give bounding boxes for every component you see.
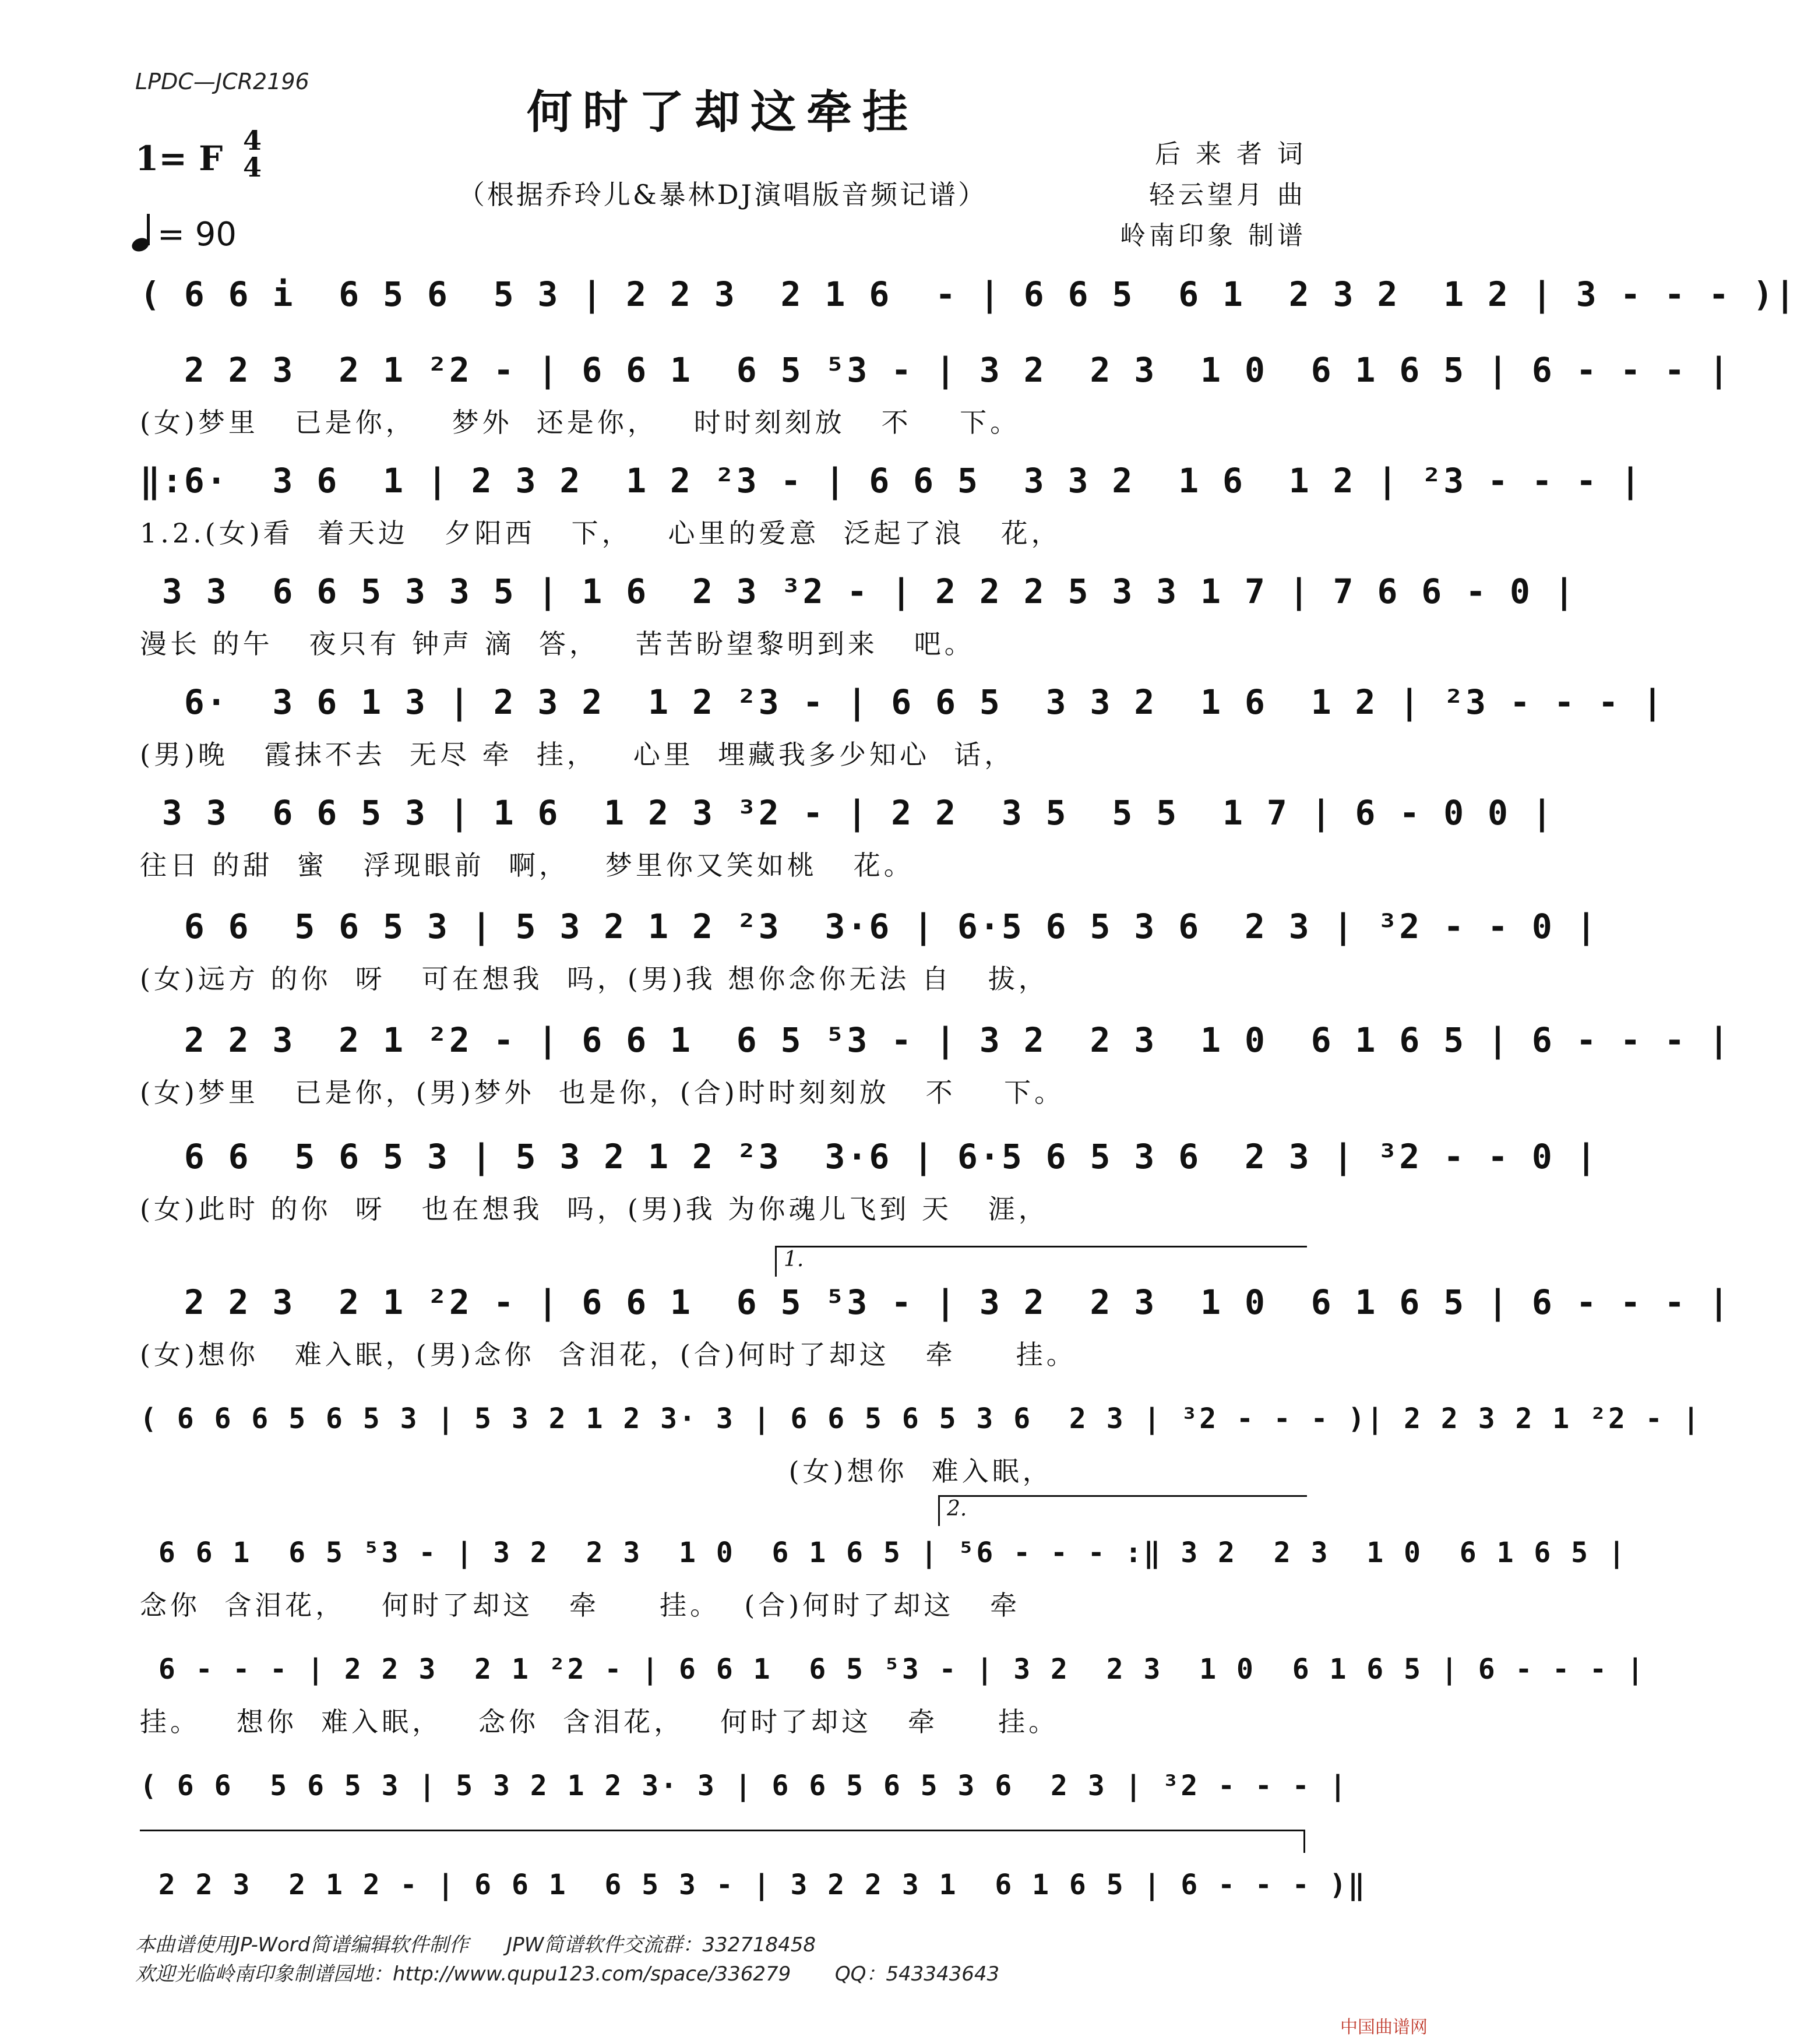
page-title: 何时了却这牵挂 <box>526 86 918 139</box>
notation-line: 6 6 5 6 5 3 | 5 3 2 1 2 ²3 3·6 | 6·5 6 5 3 6 2 3 | ³2 - - 0 | <box>140 907 1598 946</box>
bracket-line <box>140 1830 1305 1831</box>
lyric-line: 往日 的甜 蜜 浮现眼前 啊， 梦里你又笑如桃 花。 <box>140 850 914 881</box>
key-signature: 1= F <box>135 139 223 178</box>
lyric-line: 挂。 想你 难入眠， 念你 含泪花， 何时了却这 牵 挂。 <box>140 1706 1059 1738</box>
lyric-line: (女)此时 的你 呀 也在想我 吗，(男)我 为你魂儿飞到 天 涯， <box>140 1193 1049 1225</box>
lyricist-credit: 后 来 者 词 <box>1155 139 1306 169</box>
quarter-note-icon <box>132 219 157 253</box>
notation-line: 2 2 3 2 1 2 - | 6 6 1 6 5 3 - | 3 2 2 3 1 6 1 6 5 | 6 - - - )‖ <box>140 1869 1367 1901</box>
notation-line: 2 2 3 2 1 ²2 - | 6 6 1 6 5 ⁵3 - | 3 2 2 3 1 0 6 1 6 5 | 6 - - - | <box>140 350 1731 390</box>
lyric-line: (男)晚 霞抹不去 无尽 牵 挂， 心里 埋藏我多少知心 话， <box>140 739 1015 770</box>
notation-line: 6· 3 6 1 3 | 2 3 2 1 2 ²3 - | 6 6 5 3 3 2 1 6 1 2 | ²3 - - - | <box>140 682 1665 722</box>
volta-second-ending <box>938 1495 1307 1526</box>
lyric-line: 念你 含泪花， 何时了却这 牵 挂。 (合)何时了却这 牵 <box>140 1590 1021 1621</box>
notation-line: ( 6 6 i 6 5 6 5 3 | 2 2 3 2 1 6 - | 6 6 5 6 1 2 3 2 1 2 | 3 - - - )| <box>140 274 1797 314</box>
bracket-end <box>1303 1830 1305 1853</box>
footer-line-1: 本曲谱使用JP-Word简谱编辑软件制作 JPW简谱软件交流群：332718458 <box>135 1933 816 1957</box>
lyric-line: (女)想你 难入眠， <box>140 1456 1053 1487</box>
score-code: LPDC—JCR2196 <box>135 69 309 94</box>
meter-bottom: 4 <box>242 151 262 183</box>
notation-line: ( 6 6 6 5 6 5 3 | 5 3 2 1 2 3· 3 | 6 6 5 6 5 3 6 2 3 | ³2 - - - )| 2 2 3 2 1 ²2 - | <box>140 1402 1701 1435</box>
tempo-marking <box>132 216 237 253</box>
lyric-line: (女)梦里 已是你，(男)梦外 也是你，(合)时时刻刻放 不 下。 <box>140 1077 1065 1108</box>
notation-line: 6 6 5 6 5 3 | 5 3 2 1 2 ²3 3·6 | 6·5 6 5 3 6 2 3 | ³2 - - 0 | <box>140 1137 1598 1176</box>
lyric-line: (女)想你 难入眠，(男)念你 含泪花，(合)何时了却这 牵 挂。 <box>140 1339 1077 1370</box>
meter-top: 4 <box>242 125 262 156</box>
notation-line: 6 - - - | 2 2 3 2 1 ²2 - | 6 6 1 6 5 ⁵3 - | 3 2 2 3 1 0 6 1 6 5 | 6 - - - | <box>140 1653 1646 1686</box>
lyric-line: 1.2.(女)看 着天边 夕阳西 下， 心里的爱意 泛起了浪 花， <box>140 517 1062 549</box>
time-signature <box>238 127 267 181</box>
notation-line: 6 6 1 6 5 ⁵3 - | 3 2 2 3 1 0 6 1 6 5 | ⁵6 - - - :‖ 3 2 2 3 1 0 6 1 6 5 | <box>140 1536 1627 1569</box>
lyric-line: (女)梦里 已是你， 梦外 还是你， 时时刻刻放 不 下。 <box>140 407 1021 438</box>
watermark-logo: 中国曲谱网 <box>1340 2017 1428 2038</box>
notation-line: 2 2 3 2 1 ²2 - | 6 6 1 6 5 ⁵3 - | 3 2 2 3 1 0 6 1 6 5 | 6 - - - | <box>140 1020 1731 1060</box>
subtitle: （根据乔玲儿&暴林DJ演唱版音频记谱） <box>457 179 988 210</box>
notation-line: ( 6 6 5 6 5 3 | 5 3 2 1 2 3· 3 | 6 6 5 6 5 3 6 2 3 | ³2 - - - | <box>140 1770 1348 1802</box>
composer-credit: 轻云望月 曲 <box>1149 180 1306 210</box>
volta-label: 1. <box>784 1247 804 1271</box>
arranger-credit: 岭南印象 制谱 <box>1120 221 1306 251</box>
volta-label: 2. <box>947 1497 967 1521</box>
notation-line: ‖:6· 3 6 1 | 2 3 2 1 2 ²3 - | 6 6 5 3 3 2 1 6 1 2 | ²3 - - - | <box>140 461 1643 501</box>
volta-first-ending <box>775 1246 1307 1277</box>
footer-line-2: 欢迎光临岭南印象制谱园地：http://www.qupu123.com/space/336279 QQ：543343643 <box>135 1962 1000 1986</box>
notation-line: 3 3 6 6 5 3 | 1 6 1 2 3 ³2 - | 2 2 3 5 5 5 1 7 | 6 - 0 0 | <box>140 793 1554 833</box>
lyric-line: (女)远方 的你 呀 可在想我 吗，(男)我 想你念你无法 自 拔， <box>140 963 1049 995</box>
notation-line: 3 3 6 6 5 3 3 5 | 1 6 2 3 ³2 - | 2 2 2 5 3 3 1 7 | 7 6 6 - 0 | <box>140 572 1576 611</box>
tempo-value: = 90 <box>157 216 237 253</box>
notation-line: 2 2 3 2 1 ²2 - | 6 6 1 6 5 ⁵3 - | 3 2 2 3 1 0 6 1 6 5 | 6 - - - | <box>140 1282 1731 1322</box>
lyric-line: 漫长 的午 夜只有 钟声 滴 答， 苦苦盼望黎明到来 吧。 <box>140 628 975 660</box>
